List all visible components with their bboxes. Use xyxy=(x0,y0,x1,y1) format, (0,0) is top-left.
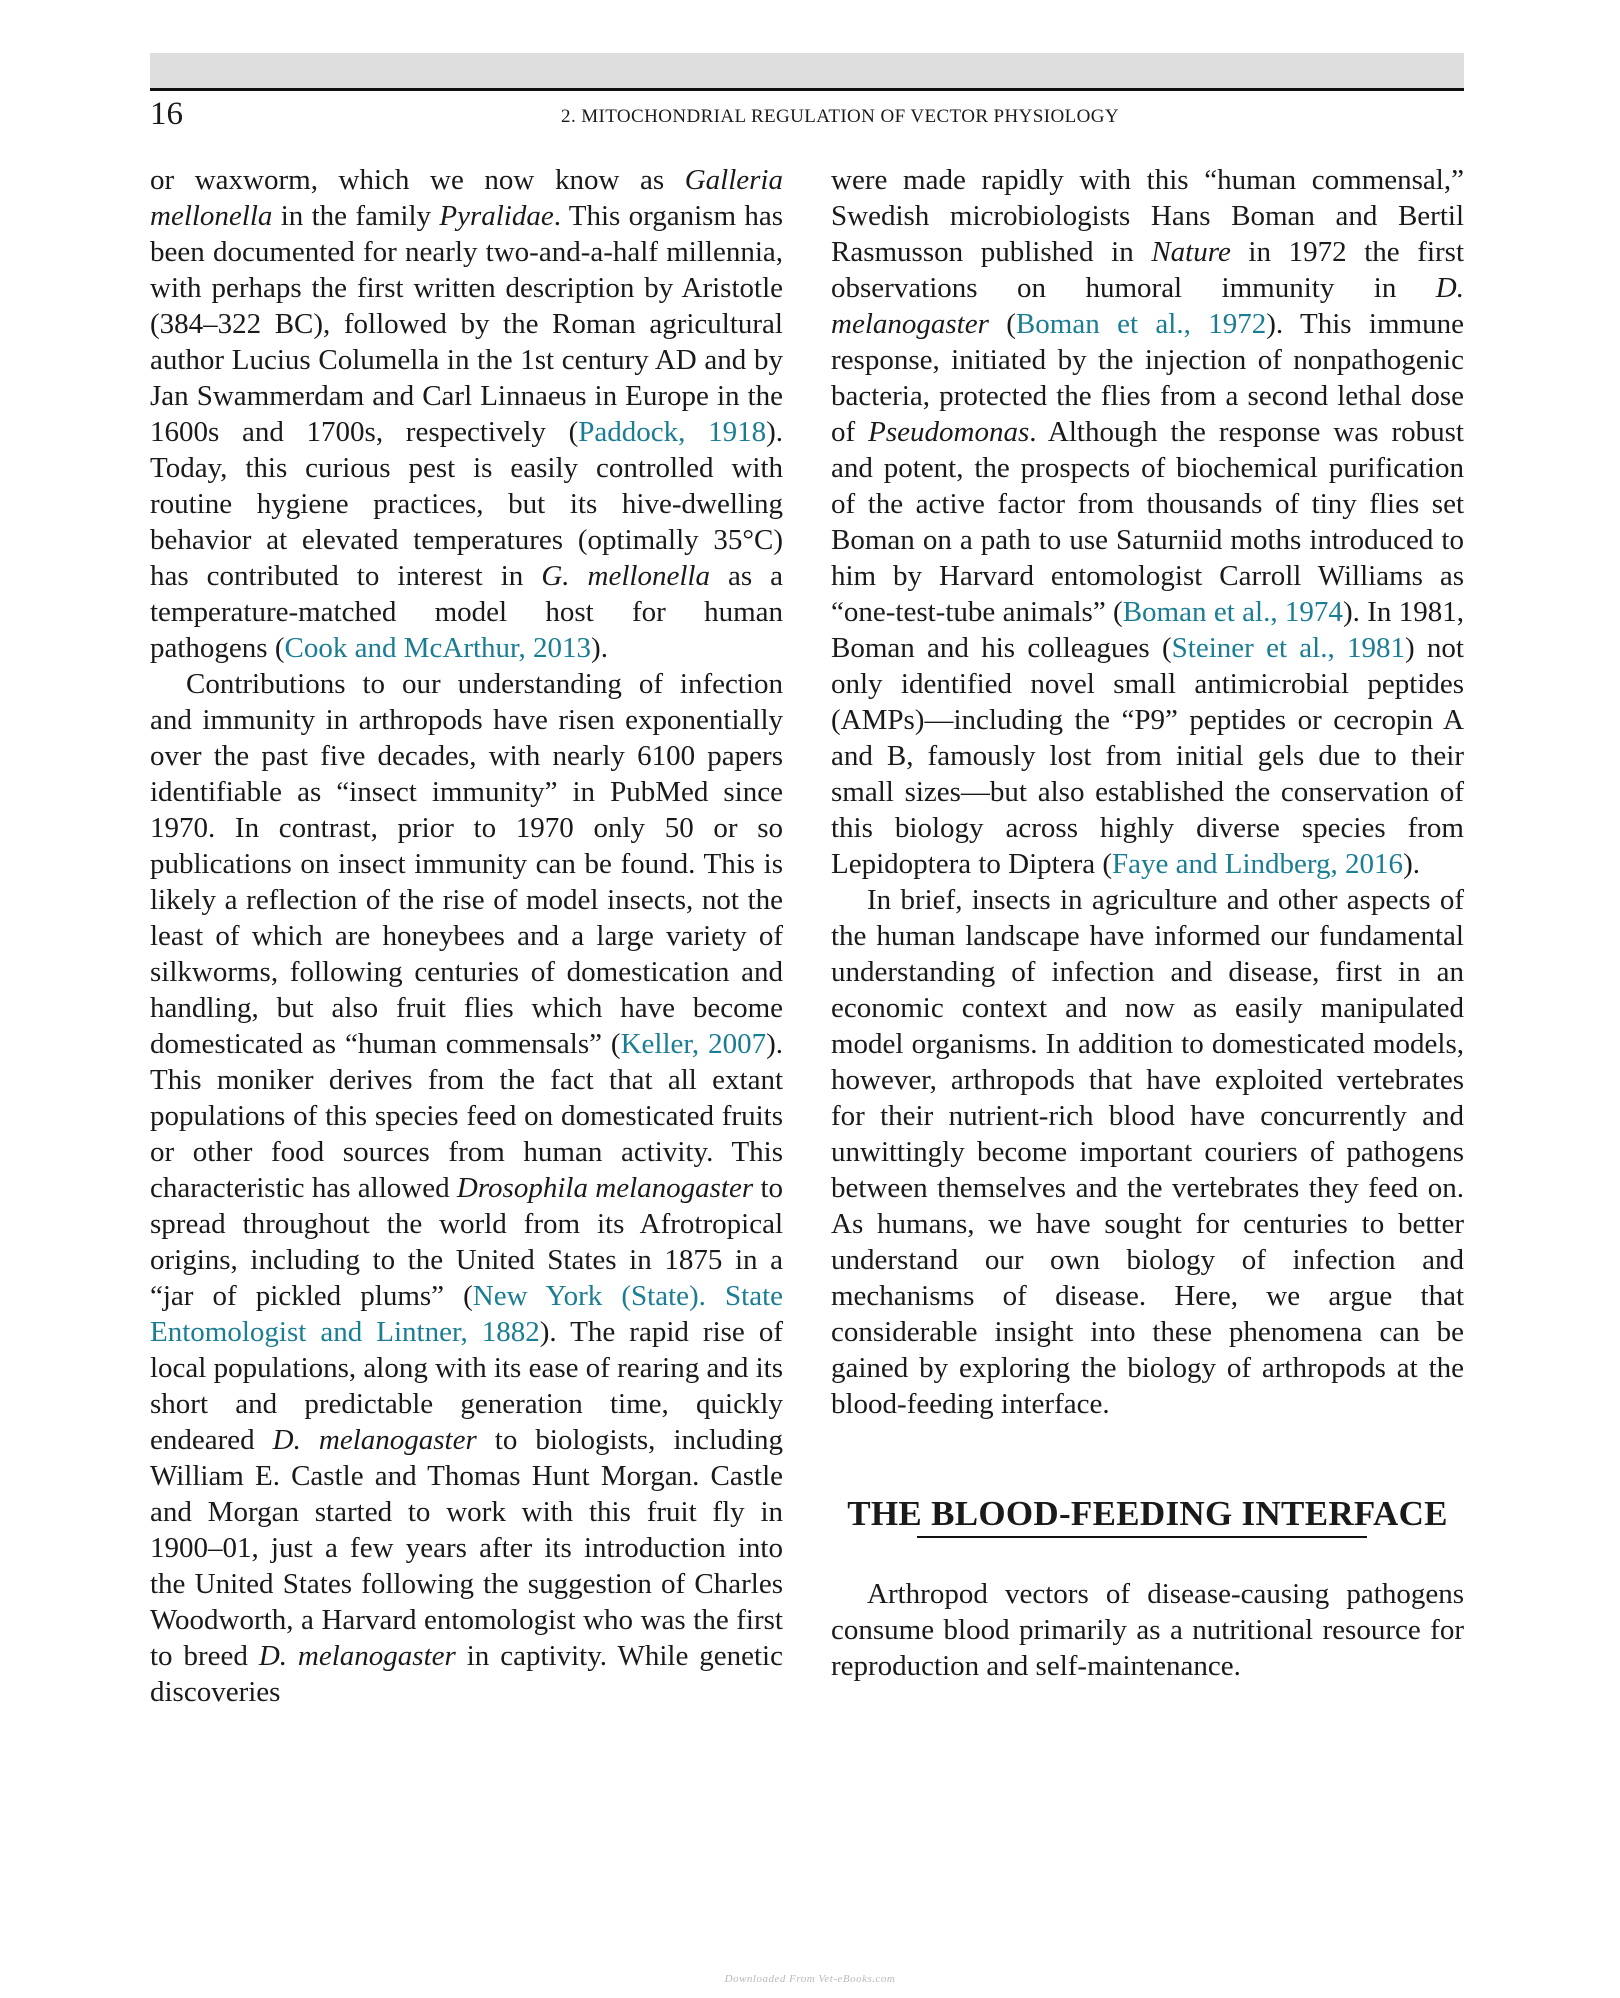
paragraph-contributions xyxy=(150,666,783,1710)
text-run: ). Today, this curious pest is easily controlled with routine hygiene practices, but its hive-dwelling behavior at elevated temperatures (optimally 35°C) has contributed to interest in xyxy=(150,416,784,592)
text-run: in captivity. While genetic discoveries xyxy=(150,1640,783,1708)
text-run: to spread throughout the world from its Afrotropical origins, including to the United States in 1875 in a “jar of pickled plums” ( xyxy=(150,1172,783,1312)
species-name: G. mellonella xyxy=(541,560,710,592)
page-number: 16 xyxy=(150,96,183,132)
text-run: ). In 1981, Boman and his colleagues ( xyxy=(831,596,1464,664)
citation-link-keller-2007[interactable]: Keller, 2007 xyxy=(620,1028,767,1060)
text-run: ). This moniker derives from the fact that all extant populations of this species feed on domesticated fruits or other food sources from human activity. This characteristic has allowed xyxy=(150,1028,783,1204)
species-name: D. melanogaster xyxy=(258,1640,456,1672)
paragraph-in-brief: In brief, insects in agriculture and other aspects of the human landscape have informed our fundamental understanding of infection and disease, first in an economic context and now as easily manipulated model organisms. In addition to domesticated models, however, arthropods that have exploited vertebrates for their nutrient-rich blood have concurrently and unwittingly become important couriers of pathogens between themselves and the vertebrates they feed on. As humans, we have sought for centuries to better understand our own biology of infection and mechanisms of disease. Here, we argue that considerable insight into these phenomena can be gained by exploring the biology of arthropods at the blood-feeding interface. xyxy=(831,884,1464,1420)
species-name: D. melanogaster xyxy=(831,272,1464,340)
text-run: in 1972 the first observations on humoral immunity in xyxy=(831,236,1464,304)
journal-name: Nature xyxy=(1151,236,1231,268)
section-heading: THE BLOOD-FEEDING INTERFACE xyxy=(847,1494,1448,1533)
citation-link-steiner-1981[interactable]: Steiner et al., 1981 xyxy=(1171,632,1405,664)
species-name: D. melanogaster xyxy=(272,1424,477,1456)
left-column xyxy=(150,162,783,1710)
heading-underline xyxy=(917,1536,1367,1538)
text-run: were made rapidly with this “human commensal,” Swedish microbiologists Hans Boman and Bertil Rasmusson published in xyxy=(831,164,1464,268)
right-column xyxy=(831,162,1464,1684)
text-run: . Although the response was robust and potent, the prospects of biochemical purification of the active factor from thousands of tiny flies set Boman on a path to use Saturniid moths introduced to him by Harvard entomologist Carroll Williams as “one-test-tube animals” ( xyxy=(831,416,1464,628)
running-head: 2. MITOCHONDRIAL REGULATION OF VECTOR PHYSIOLOGY xyxy=(561,106,1119,127)
download-watermark: Downloaded From Vet-eBooks.com xyxy=(724,1973,896,1985)
text-run: ) not only identified novel small antimicrobial peptides (AMPs)—including the “P9” peptides or cecropin A and B, famously lost from initial gels due to their small sizes—but also established the conservation of this biology across highly diverse species from Lepidoptera to Diptera ( xyxy=(831,632,1464,880)
citation-link-lintner-1882[interactable]: New York (State). State Entomologist and Lintner, 1882 xyxy=(150,1280,783,1348)
paragraph-galleria xyxy=(150,162,783,666)
text-run: in the family xyxy=(272,200,440,232)
citation-link-boman-1972[interactable]: Boman et al., 1972 xyxy=(1015,308,1267,340)
header-band xyxy=(150,53,1464,91)
citation-link-faye-lindberg-2016[interactable]: Faye and Lindberg, 2016 xyxy=(1112,848,1404,880)
text-run: Contributions to our understanding of infection and immunity in arthropods have risen exponentially over the past five decades, with nearly 6100 papers identifiable as “insect immunity” in PubMed since 1970. In contrast, prior to 1970 only 50 or so publications on insect immunity can be found. This is likely a reflection of the rise of model insects, not the least of which are honeybees and a large variety of silkworms, following centuries of domestication and handling, but also fruit flies which have become domesticated as “human commensals” ( xyxy=(150,668,783,1060)
text-run: to biologists, including William E. Castle and Thomas Hunt Morgan. Castle and Morgan started to work with this fruit fly in 1900–01, just a few years after its introduction into the United States following the suggestion of Charles Woodworth, a Harvard entomologist who was the first to breed xyxy=(150,1424,783,1672)
citation-link-boman-1974[interactable]: Boman et al., 1974 xyxy=(1122,596,1343,628)
text-run: as a temperature-matched model host for human pathogens ( xyxy=(150,560,784,664)
species-name: Galleria mellonella xyxy=(150,164,783,232)
text-run: or waxworm, which we now know as xyxy=(150,164,685,196)
species-name: Drosophila melanogaster xyxy=(456,1172,754,1204)
citation-link-paddock-1918[interactable]: Paddock, 1918 xyxy=(578,416,767,448)
family-name: Pyralidae xyxy=(439,200,554,232)
text-run: ). This immune response, initiated by the injection of nonpathogenic bacteria, protected the flies from a second lethal dose of xyxy=(831,308,1464,448)
paragraph-arthropod-vectors: Arthropod vectors of disease-causing pathogens consume blood primarily as a nutritional resource for reproduction and self-maintenance. xyxy=(831,1578,1464,1682)
text-run: ). The rapid rise of local populations, along with its ease of rearing and its short and predictable generation time, quickly endeared xyxy=(150,1316,784,1456)
text-run: ). xyxy=(1403,848,1420,880)
genus-name: Pseudomonas xyxy=(868,416,1030,448)
paragraph-boman xyxy=(831,162,1464,882)
text-run: ( xyxy=(988,308,1016,340)
text-run: . This organism has been documented for nearly two-and-a-half millennia, with perhaps the first written description by Aristotle (384–322 BC), followed by the Roman agricultural author Lucius Columella in the 1st century AD and by Jan Swammerdam and Carl Linnaeus in Europe in the 1600s and 1700s, respectively ( xyxy=(150,200,783,448)
citation-link-cook-mcarthur-2013[interactable]: Cook and McArthur, 2013 xyxy=(284,632,592,664)
text-run: ). xyxy=(591,632,608,664)
